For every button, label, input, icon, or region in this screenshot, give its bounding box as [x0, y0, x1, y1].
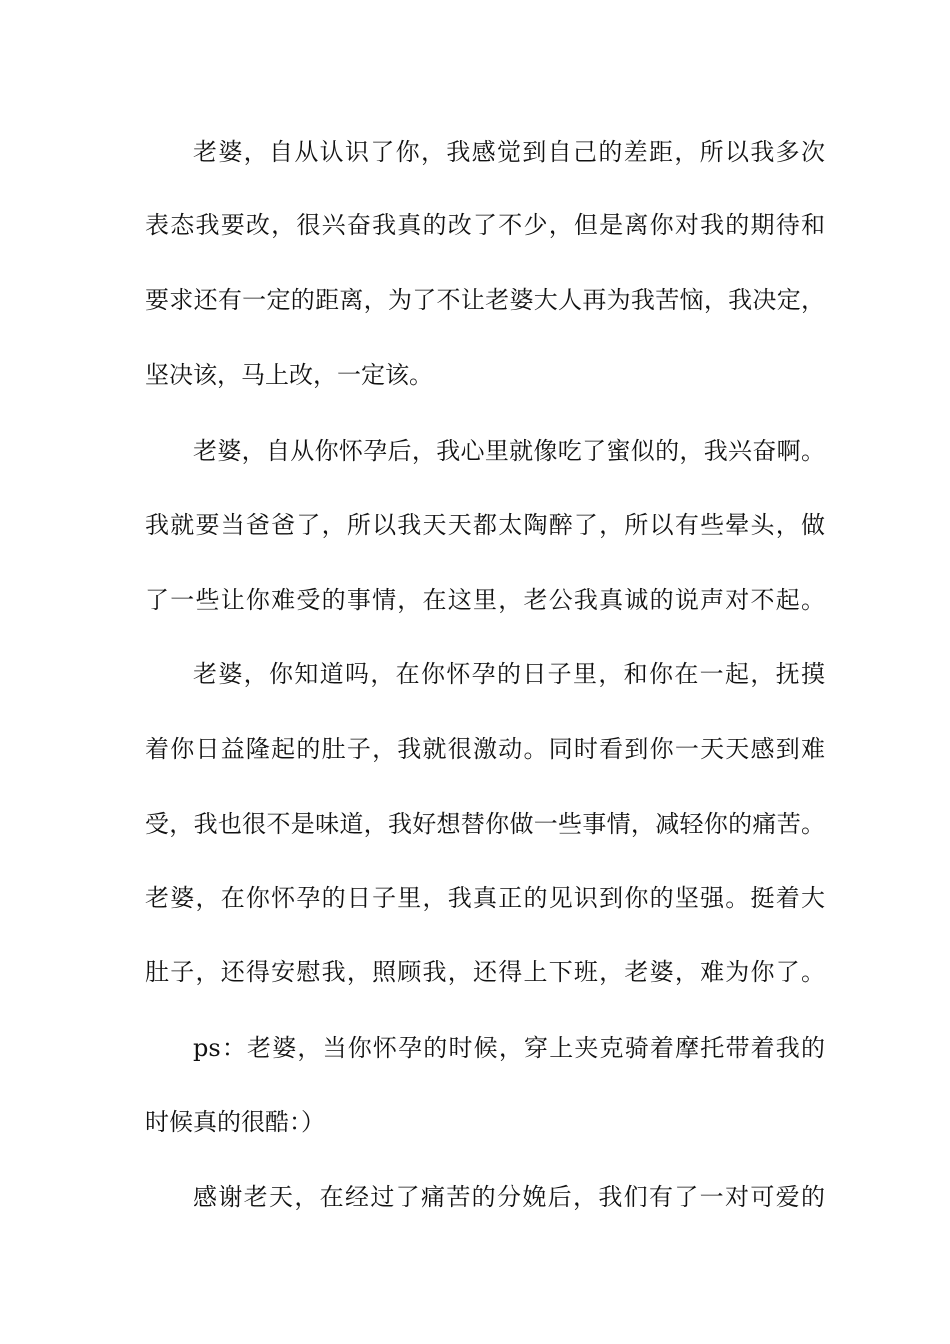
paragraph-3-line-1: 老婆，你知道吗，在你怀孕的日子里，和你在一起，抚摸 — [193, 660, 825, 688]
paragraph-1-line-3: 要求还有一定的距离，为了不让老婆大人再为我苦恼，我决定， — [145, 286, 825, 314]
paragraph-1-line-1: 老婆，自从认识了你，我感觉到自己的差距，所以我多次 — [193, 138, 825, 166]
paragraph-3-line-5: 肚子，还得安慰我，照顾我，还得上下班，老婆，难为你了。 — [145, 958, 825, 986]
paragraph-4-line-1: ps：老婆，当你怀孕的时候，穿上夹克骑着摩托带着我的 — [193, 1034, 825, 1062]
paragraph-5-line-1: 感谢老天，在经过了痛苦的分娩后，我们有了一对可爱的 — [193, 1183, 825, 1211]
paragraph-2-line-3: 了一些让你难受的事情，在这里，老公我真诚的说声对不起。 — [145, 586, 825, 614]
paragraph-3-line-3: 受，我也很不是味道，我好想替你做一些事情，减轻你的痛苦。 — [145, 810, 825, 838]
paragraph-3-line-4: 老婆，在你怀孕的日子里，我真正的见识到你的坚强。挺着大 — [145, 884, 825, 912]
paragraph-3-line-2: 着你日益隆起的肚子，我就很激动。同时看到你一天天感到难 — [145, 735, 825, 763]
paragraph-2-line-1: 老婆，自从你怀孕后，我心里就像吃了蜜似的，我兴奋啊。 — [193, 437, 825, 465]
paragraph-1-line-4: 坚决该，马上改，一定该。 — [145, 361, 433, 389]
paragraph-4-line-2: 时候真的很酷：） — [145, 1108, 325, 1136]
paragraph-2-line-2: 我就要当爸爸了，所以我天天都太陶醉了，所以有些晕头，做 — [145, 511, 825, 539]
paragraph-1-line-2: 表态我要改，很兴奋我真的改了不少，但是离你对我的期待和 — [145, 211, 825, 239]
